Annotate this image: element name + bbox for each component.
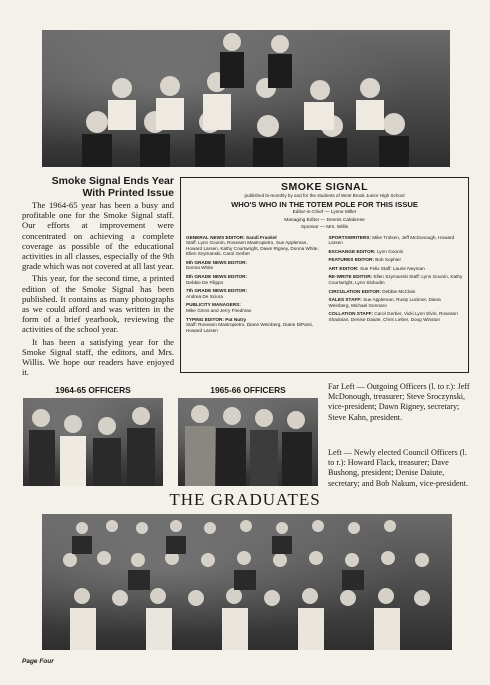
staff-entry-label: PUBLICITY MANAGERS: <box>186 302 241 308</box>
staff-entry-text: Sue Appleman, Rusty Luckner, Diana Weinberg, Michael Gennaro <box>328 297 441 308</box>
masthead-box <box>180 177 469 373</box>
staff-group-photo <box>42 30 450 167</box>
page-number: Page Four <box>22 658 54 665</box>
staff-entry-text: Ellen Szymanski Staff: Lynn Goonin, Kathy Courtwright, Lynn Slobodin <box>328 274 463 286</box>
staff-entry <box>329 297 464 308</box>
article-paragraph: This year, for the second time, a printed edition of the Smoke Signal has been published. It contains as many photographs as we could afford and was written in the form of a brief yearbook, reviewing the activities of the school year. <box>22 273 174 335</box>
article-body <box>22 200 174 379</box>
sponsor: Sponsor — Mrs. Willis <box>300 225 349 230</box>
staff-entry-text: Staff: Lynn Goonin, Roseann Mastropietro, Sue Appleman, Howard Larsen, Kathy Courtwright, Dawn Rigney, Donna White, Ellen Szymanski, Carol Gerber <box>186 240 319 257</box>
staff-entry-text: Sue Felix Staff: Laurie Neyman <box>359 265 425 271</box>
staff-entry <box>186 274 321 285</box>
staff-entry-label: SALES STAFF: <box>328 297 362 303</box>
staff-entry-label: ART EDITOR: <box>328 265 359 271</box>
headline-line-1: Smoke Signal Ends Year <box>51 175 174 187</box>
masthead-title: SMOKE SIGNAL <box>280 181 369 193</box>
staff-entry <box>329 274 464 285</box>
staff-entry-label: COLLATION STAFF: <box>328 311 374 317</box>
officers-1965-label: 1965-66 OFFICERS <box>210 385 286 395</box>
masthead-subtitle: published bi-monthly by and for the students of West Brook Junior High School <box>244 193 405 198</box>
staff-entry <box>329 266 464 272</box>
masthead-columns <box>186 235 463 337</box>
editor-in-chief: Editor-in-Chief — Lynne Miller <box>292 210 357 215</box>
staff-entry-text: Staff: Roseann Mastropietro, Diane Weinberg, Diane DiPanti, Howard Larsen <box>186 322 313 333</box>
officers-1964-label: 1964-65 OFFICERS <box>55 385 131 395</box>
staff-entry-label: GENERAL NEWS EDITOR: Sandi Frankel <box>186 234 277 240</box>
staff-entry-text: Bob Sophier <box>375 257 402 263</box>
graduates-title: THE GRADUATES <box>169 490 321 509</box>
staff-entry-text: Mike Trolsen, Jeff McDonough, Howard Larsen <box>328 234 455 246</box>
staff-entry-label: 7th GRADE NEWS EDITOR: <box>186 288 248 294</box>
staff-entry-text: Donna White <box>186 265 214 271</box>
staff-entry <box>186 302 321 313</box>
staff-entry-text: Debbie McClain <box>382 288 416 294</box>
staff-entry-text: Carol Gerber, Vicki Lynn Elvin, Roseann Shadoian, Denise Daiute, Chris Lieber, Doug Winston <box>328 311 458 323</box>
graduates-group-photo <box>42 514 452 650</box>
masthead-who-heading: WHO'S WHO IN THE TOTEM POLE FOR THIS ISSUE <box>231 200 418 209</box>
staff-entry <box>329 235 464 246</box>
staff-entry-label: CIRCULATION EDITOR: <box>328 288 381 294</box>
staff-entry-label: SPORTSWRITERS: <box>328 234 371 240</box>
staff-entry-text: Lynn Goonin <box>376 248 404 254</box>
staff-entry-label: EXCHANGE EDITOR: <box>328 248 376 254</box>
staff-entry <box>186 235 321 257</box>
officers-1965-photo <box>178 398 318 486</box>
staff-entry-label: RE-WRITE EDITOR: <box>328 274 373 280</box>
new-officers-caption: Left — Newly elected Council Officers (l. to r.): Howard Flack, treasurer; Dave Bushong, president; Denise Daiute, secretary; and Bob Nakum, vice-president. <box>328 448 469 488</box>
outgoing-officers-caption: Far Left — Outgoing Officers (l. to r.): Jeff McDonough, treasurer; Steve Sroczynski, vice-president; Dawn Rigney, secretary; Steve Kahn, president. <box>328 382 470 422</box>
article-paragraph: It has been a satisfying year for the Smoke Signal staff, the editors, and Mrs. Willis. We hope our readers have enjoyed it. <box>22 336 174 378</box>
managing-editor: Managing Editor — Dennis Calabrese <box>284 217 365 223</box>
masthead-right-column <box>329 235 464 337</box>
staff-entry-label: 9th GRADE NEWS EDITOR: <box>186 259 248 265</box>
staff-entry-text: Mike Ginns and Jerry Friedman <box>186 308 252 314</box>
staff-entry <box>186 260 321 271</box>
staff-entry <box>186 317 321 334</box>
masthead-left-column <box>186 235 321 337</box>
staff-entry-text: Andrea De Sciora <box>186 293 223 299</box>
staff-entry <box>329 289 464 295</box>
article-paragraph: The 1964-65 year has been a busy and profitable one for the Smoke Signal staff. Our efforts at improvement were concentrated on achieving a complete coverage as possible of the educational activities in all classes, especially of the 9th grade which was not covered at all last year. <box>22 200 175 272</box>
officers-1964-photo <box>23 398 163 486</box>
staff-entry-label: 8th GRADE NEWS EDITOR: <box>186 274 248 280</box>
staff-entry <box>186 288 321 299</box>
staff-entry <box>329 257 464 263</box>
staff-entry <box>329 311 464 322</box>
article-headline <box>22 175 174 199</box>
headline-line-2: With Printed Issue <box>82 187 174 199</box>
staff-entry-label: FEATURES EDITOR: <box>328 257 374 263</box>
staff-entry <box>329 249 464 255</box>
staff-entry-label: TYPING EDITOR: Pat Nutry <box>186 316 247 322</box>
staff-entry-text: Debbie De Filippo <box>186 279 224 285</box>
